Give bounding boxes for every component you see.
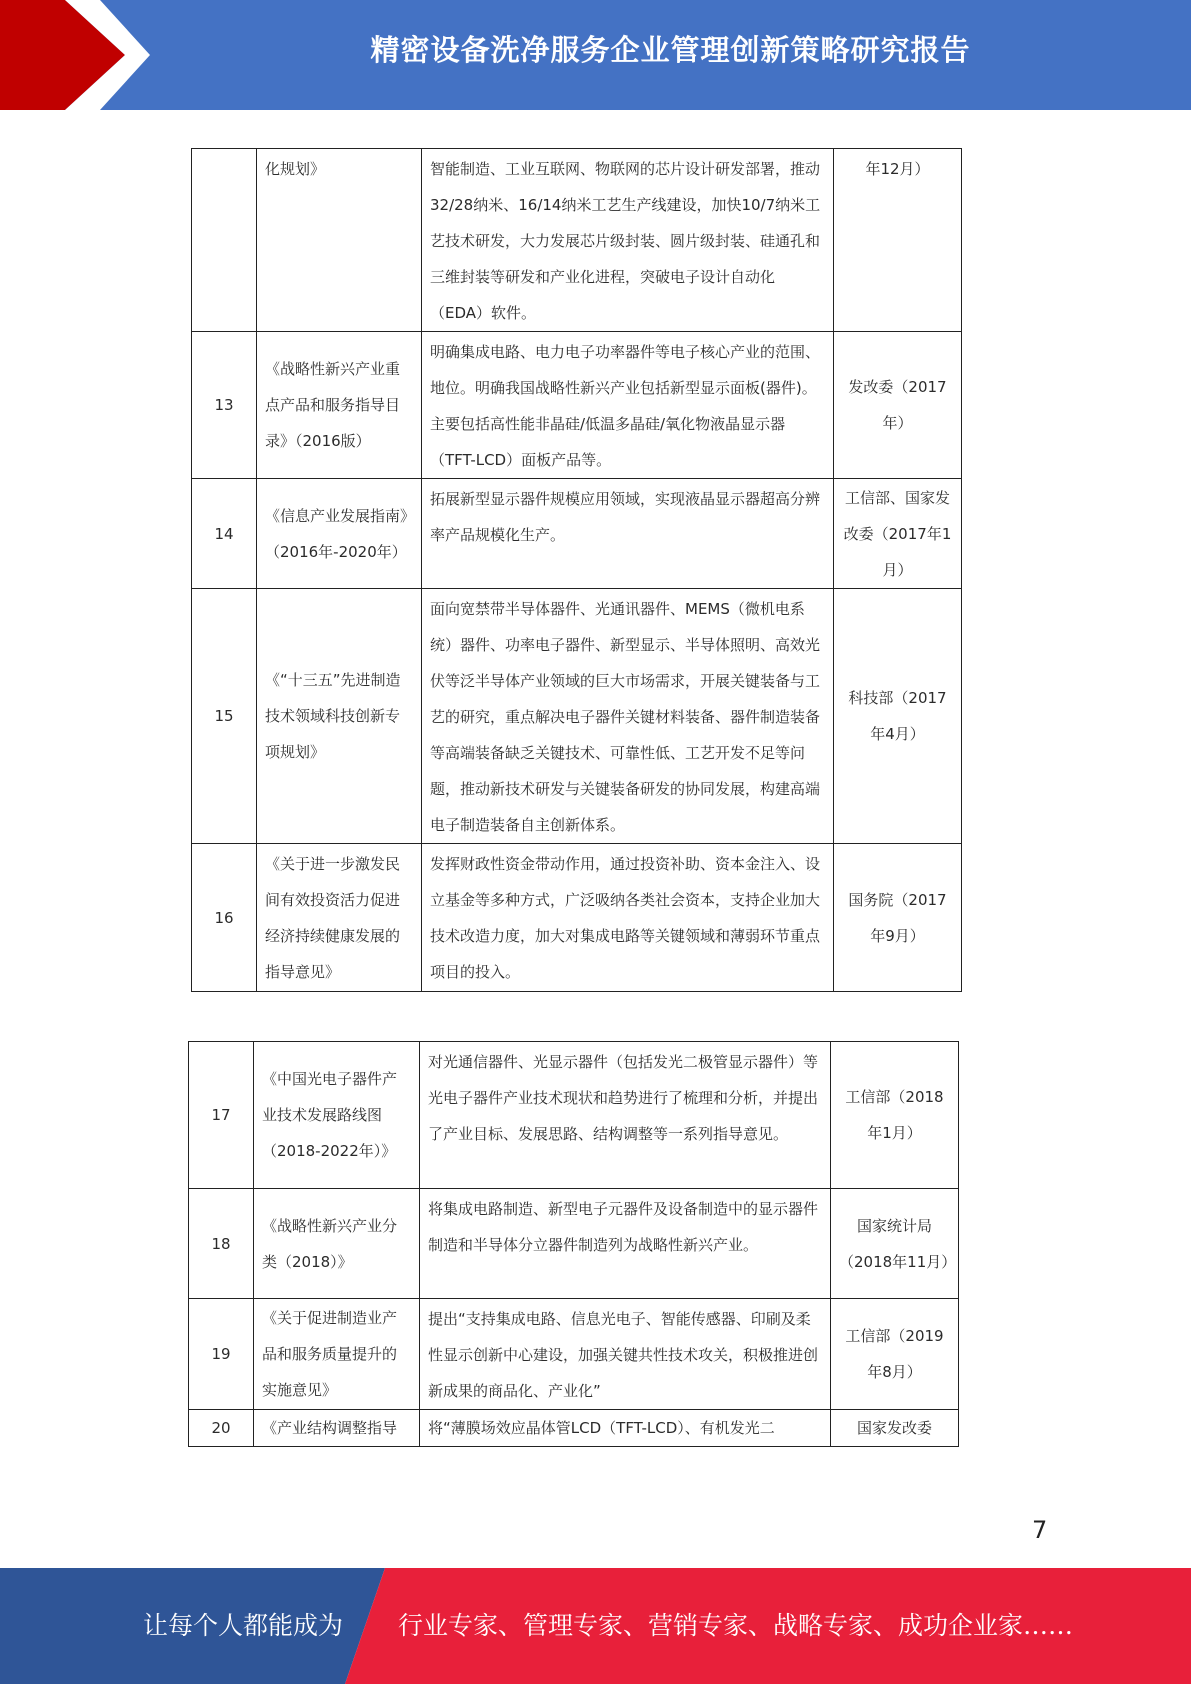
row-number (192, 149, 257, 332)
policy-name: 《战略性新兴产业分类（2018）》 (254, 1189, 420, 1299)
policy-description: 提出“支持集成电路、信息光电子、智能传感器、印刷及柔性显示创新中心建设，加强关键共性技术攻关，积极推进创新成果的商品化、产业化” (420, 1299, 831, 1410)
policy-name: 《战略性新兴产业重点产品和服务指导目录》（2016版） (257, 332, 422, 479)
report-title: 精密设备洗净服务企业管理创新策略研究报告 (370, 33, 971, 67)
issuing-department: 工信部、国家发改委（2017年1月） (834, 479, 962, 589)
table-row (192, 332, 962, 479)
row-number: 16 (192, 844, 257, 992)
table-row (189, 1299, 959, 1410)
policy-description: 明确集成电路、电力电子功率器件等电子核心产业的范围、地位。明确我国战略性新兴产业包括新型显示面板(器件)。主要包括高性能非晶硅/低温多晶硅/氧化物液晶显示器（TFT-LCD）面板产品等。 (422, 332, 834, 479)
policy-description: 智能制造、工业互联网、物联网的芯片设计研发部署，推动32/28纳米、16/14纳米工艺生产线建设，加快10/7纳米工艺技术研发，大力发展芯片级封装、圆片级封装、硅通孔和三维封装等研发和产业化进程，突破电子设计自动化（EDA）软件。 (422, 149, 834, 332)
footer-slogan-left: 让每个人都能成为 (143, 1611, 344, 1640)
policy-description: 对光通信器件、光显示器件（包括发光二极管显示器件）等光电子器件产业技术现状和趋势进行了梳理和分析，并提出了产业目标、发展思路、结构调整等一系列指导意见。 (420, 1042, 831, 1189)
policy-name: 《关于进一步激发民间有效投资活力促进经济持续健康发展的指导意见》 (257, 844, 422, 992)
issuing-department: 工信部（2019年8月） (831, 1299, 959, 1410)
footer-slogan-right: 行业专家、管理专家、营销专家、战略专家、成功企业家…… (398, 1611, 1074, 1640)
page-number: 7 (1032, 1516, 1048, 1544)
row-number: 20 (189, 1410, 254, 1447)
table-row (192, 844, 962, 992)
policy-name: 《“十三五”先进制造技术领域科技创新专项规划》 (257, 589, 422, 844)
table-row (189, 1189, 959, 1299)
footer-banner (0, 1568, 1191, 1684)
table-row (192, 589, 962, 844)
row-number: 15 (192, 589, 257, 844)
policy-description: 发挥财政性资金带动作用，通过投资补助、资本金注入、设立基金等多种方式，广泛吸纳各类社会资本，支持企业加大技术改造力度，加大对集成电路等关键领域和薄弱环节重点项目的投入。 (422, 844, 834, 992)
policy-description: 将集成电路制造、新型电子元器件及设备制造中的显示器件制造和半导体分立器件制造列为战略性新兴产业。 (420, 1189, 831, 1299)
policy-table-part1 (191, 148, 962, 992)
policy-name: 《产业结构调整指导 (254, 1410, 420, 1447)
issuing-department: 工信部（2018年1月） (831, 1042, 959, 1189)
issuing-department: 国家统计局（2018年11月） (831, 1189, 959, 1299)
table-row (192, 149, 962, 332)
policy-table-part2 (188, 1041, 959, 1447)
issuing-department: 年12月） (834, 149, 962, 332)
row-number: 18 (189, 1189, 254, 1299)
table-row (189, 1042, 959, 1189)
table-row (192, 479, 962, 589)
policy-name: 《信息产业发展指南》（2016年-2020年） (257, 479, 422, 589)
policy-name: 《关于促进制造业产品和服务质量提升的实施意见》 (254, 1299, 420, 1410)
issuing-department: 国务院（2017年9月） (834, 844, 962, 992)
issuing-department: 科技部（2017年4月） (834, 589, 962, 844)
policy-name: 化规划》 (257, 149, 422, 332)
policy-description: 拓展新型显示器件规模应用领域，实现液晶显示器超高分辨率产品规模化生产。 (422, 479, 834, 589)
row-number: 19 (189, 1299, 254, 1410)
policy-description: 将“薄膜场效应晶体管LCD（TFT-LCD）、有机发光二 (420, 1410, 831, 1447)
policy-name: 《中国光电子器件产业技术发展路线图（2018-2022年）》 (254, 1042, 420, 1189)
row-number: 14 (192, 479, 257, 589)
table-row (189, 1410, 959, 1447)
row-number: 13 (192, 332, 257, 479)
issuing-department: 国家发改委 (831, 1410, 959, 1447)
issuing-department: 发改委（2017年） (834, 332, 962, 479)
row-number: 17 (189, 1042, 254, 1189)
header-banner (0, 0, 1191, 110)
policy-description: 面向宽禁带半导体器件、光通讯器件、MEMS（微机电系统）器件、功率电子器件、新型显示、半导体照明、高效光伏等泛半导体产业领域的巨大市场需求，开展关键装备与工艺的研究，重点解决电子器件关键材料装备、器件制造装备等高端装备缺乏关键技术、可靠性低、工艺开发不足等问题，推动新技术研发与关键装备研发的协同发展，构建高端电子制造装备自主创新体系。 (422, 589, 834, 844)
